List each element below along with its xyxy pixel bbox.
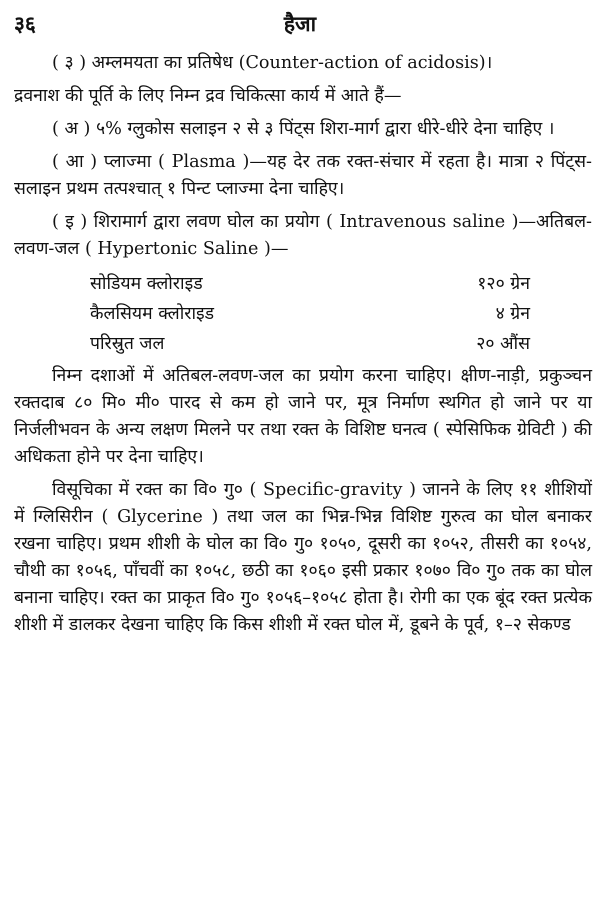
paragraph-glucose-saline: ( अ ) ५% ग्लुकोस सलाइन २ से ३ पिंट्स शिरा-मार्ग द्वारा धीरे-धीरे देना चाहिए । [52, 119, 555, 139]
formula-quantity: ४ ग्रेन [495, 303, 530, 324]
paragraph-fluid-intro: द्रवनाश की पूर्ति के लिए निम्न द्रव चिकित्सा कार्य में आते हैं— [14, 86, 402, 106]
paragraph-acidosis: ( ३ ) अम्लमयता का प्रतिषेध (Counter-action of acidosis)। [52, 53, 493, 73]
formula-row [14, 269, 592, 299]
formula-row [14, 329, 592, 359]
hypertonic-saline-formula [14, 269, 592, 359]
paragraph-plasma: ( आ ) प्लाज्मा ( Plasma )—यह देर तक रक्त-संचार में रहता है। मात्रा २ पिंट्स-सलाइन प्रथम तत्पश्चात् १ पिन्ट प्लाज्मा देना चाहिए। [14, 152, 592, 199]
running-title: हैजा [283, 11, 317, 36]
formula-ingredient: परिस्रुत जल [90, 333, 165, 354]
formula-ingredient: कैलसियम क्लोराइड [90, 303, 215, 324]
formula-row [14, 299, 592, 329]
formula-ingredient: सोडियम क्लोराइड [90, 273, 203, 294]
formula-quantity: १२० ग्रेन [477, 273, 530, 294]
page-number: ३६ [14, 11, 36, 36]
paragraph-intravenous-saline: ( इ ) शिरामार्ग द्वारा लवण घोल का प्रयोग ( Intravenous saline )—अतिबल-लवण-जल ( Hypertonic Saline )— [14, 212, 592, 259]
page-header [0, 6, 600, 40]
page-body [14, 50, 592, 645]
formula-quantity: २० औंस [476, 333, 530, 354]
paragraph-specific-gravity: विसूचिका में रक्त का वि० गु० ( Specific-gravity ) जानने के लिए ११ शीशियों में ग्लिसिरीन ( Glycerine ) तथा जल का भिन्न-भिन्न विशिष्ट गुरुत्व का घोल बनाकर रखना चाहिए। प्रथम शीशी के घोल का वि० गु० १०५०, दूसरी का १०५२, तीसरी का १०५४, चौथी का १०५६, पाँचवीं का १०५८, छठी का १०६० इसी प्रकार १०७० वि० गु० तक का घोल बनाना चाहिए। रक्त का प्राकृत वि० गु० १०५६–१०५८ होता है। रोगी का एक बूंद रक्त प्रत्येक शीशी में डालकर देखना चाहिए कि किस शीशी में रक्त घोल में, डूबने के पूर्व, १–२ सेकण्ड [14, 480, 592, 635]
paragraph-indications: निम्न दशाओं में अतिबल-लवण-जल का प्रयोग करना चाहिए। क्षीण-नाड़ी, प्रकुञ्चन रक्तदाब ८० मि० मी० पारद से कम हो जाने पर, मूत्र निर्माण स्थगित हो जाने पर या निर्जलीभवन के अन्य लक्षण मिलने पर तथा रक्त के विशिष्ट घनत्व ( स्पेसिफिक ग्रेविटी ) की अधिकता होने पर देना चाहिए। [14, 366, 592, 467]
